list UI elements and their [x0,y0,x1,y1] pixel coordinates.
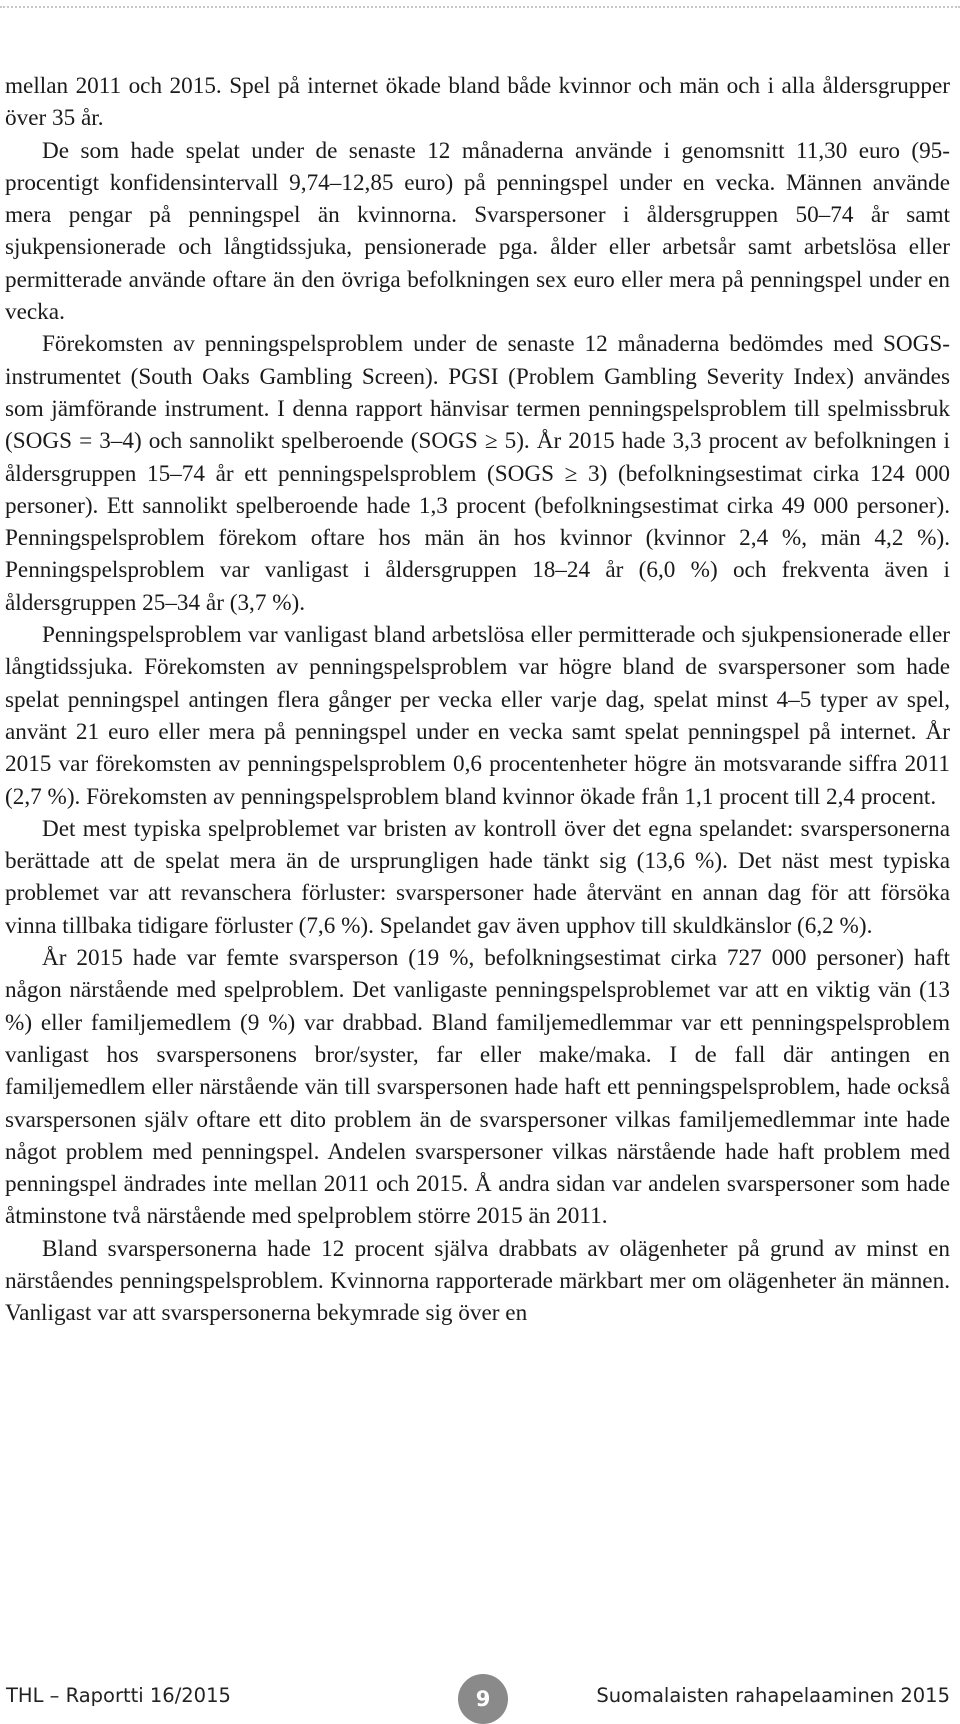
paragraph-spending: De som hade spelat under de senaste 12 månaderna använde i genomsnitt 11,30 euro (95-procentigt konfidensintervall 9,74–12,85 euro) på penningspel under en vecka. Männen använde mera pengar på penningspel än kvinnorna. Svarspersoner i åldersgruppen 50–74 år samt sjukpensionerade och långtidssjuka, pensionerade pga. ålder eller arbetsår samt arbetslösa eller permitterade använde oftare än den övriga befolkningen sex euro eller mera på penningspel under en vecka. [5,137,950,326]
page-footer [0,1674,960,1722]
footer-publication: THL – Raportti 16/2015 [6,1684,231,1707]
footer-report-title: Suomalaisten rahapelaaminen 2015 [596,1684,950,1707]
paragraph-harms: Bland svarspersonerna hade 12 procent själva drabbats av olägenheter på grund av minst en närståendes penningspelsproblem. Kvinnorna rapporterade märkbart mer om olägenheter än männen. Vanligast var att svarspersonerna bekymrade sig över en [5,1235,950,1327]
top-dotted-rule [0,6,960,8]
paragraph-risk-groups: Penningspelsproblem var vanligast bland arbetslösa eller permitterade och sjukpensionerade eller långtidssjuka. Förekomsten av penningspelsproblem var högre bland de svarspersoner som hade spelat penningspel antingen flera gånger per vecka eller varje dag, spelat minst 4–5 typer av spel, använt 21 euro eller mera på penningspel under en vecka samt spelat penningspel på internet. År 2015 var förekomsten av penningspelsproblem 0,6 procentenheter högre än motsvarande siffra 2011 (2,7 %). Förekomsten av penningspelsproblem bland kvinnor ökade från 1,1 procent till 2,4 procent. [5,622,950,810]
paragraph-typical-problems: Det mest typiska spelproblemet var bristen av kontroll över det egna spelandet: svarspersonerna berättade att de spelat mera än de ursprungligen hade tänkt sig (13,6 %). Det näst mest typiska problemet var att revanschera förluster: svarspersoner hade återvänt en annan dag för att försöka vinna tillbaka tidigare förluster (7,6 %). Spelandet gav även upphov till skuldkänslor (6,2 %). [5,815,950,939]
paragraph-prevalence: Förekomsten av penningspelsproblem under de senaste 12 månaderna bedömdes med SOGS-instrumentet (South Oaks Gambling Screen). PGSI (Problem Gambling Severity Index) användes som jämförande instrument. I denna rapport hänvisar termen penningspelsproblem till spelmissbruk (SOGS = 3–4) och sannolikt spelberoende (SOGS ≥ 5). År 2015 hade 3,3 procent av befolkningen i åldersgruppen 15–74 år ett penningspelsproblem (SOGS ≥ 3) (befolkningsestimat cirka 124 000 personer). Ett sannolikt spelberoende hade 1,3 procent (befolkningsestimat cirka 49 000 personer). Penningspelsproblem förekom oftare hos män än hos kvinnor (kvinnor 2,4 %, män 4,2 %). Penningspelsproblem var vanligast i åldersgruppen 18–24 år (6,0 %) och frekventa även i åldersgruppen 25–34 år (3,7 %). [5,331,950,616]
paragraph-relatives: År 2015 hade var femte svarsperson (19 %, befolkningsestimat cirka 727 000 personer) haft någon närstående med spelproblem. Det vanligaste penningspelsproblemet var att en viktig vän (13 %) eller familjemedlem (9 %) var drabbad. Bland familjemedlemmar var ett penningspelsproblem vanligast hos svarspersonens bror/syster, far eller make/maka. I de fall där antingen en familjemedlem eller närstående vän till svarspersonen hade haft ett penningspelsproblem, hade också svarspersonen själv oftare ett dito problem än de svarspersoner vilkas familjemedlemmar inte hade något problem med penningspel. Andelen svarspersoner vilkas närstående hade haft problem med penningspel ändrades inte mellan 2011 och 2015. Å andra sidan var andelen svarspersoner som hade åtminstone två närstående med spelproblem större 2015 än 2011. [5,945,950,1230]
body-text [5,70,950,1330]
paragraph-continuation: mellan 2011 och 2015. Spel på internet ökade bland både kvinnor och män och i alla åldersgrupper över 35 år. [5,73,950,132]
page-number-badge: 9 [458,1674,508,1724]
